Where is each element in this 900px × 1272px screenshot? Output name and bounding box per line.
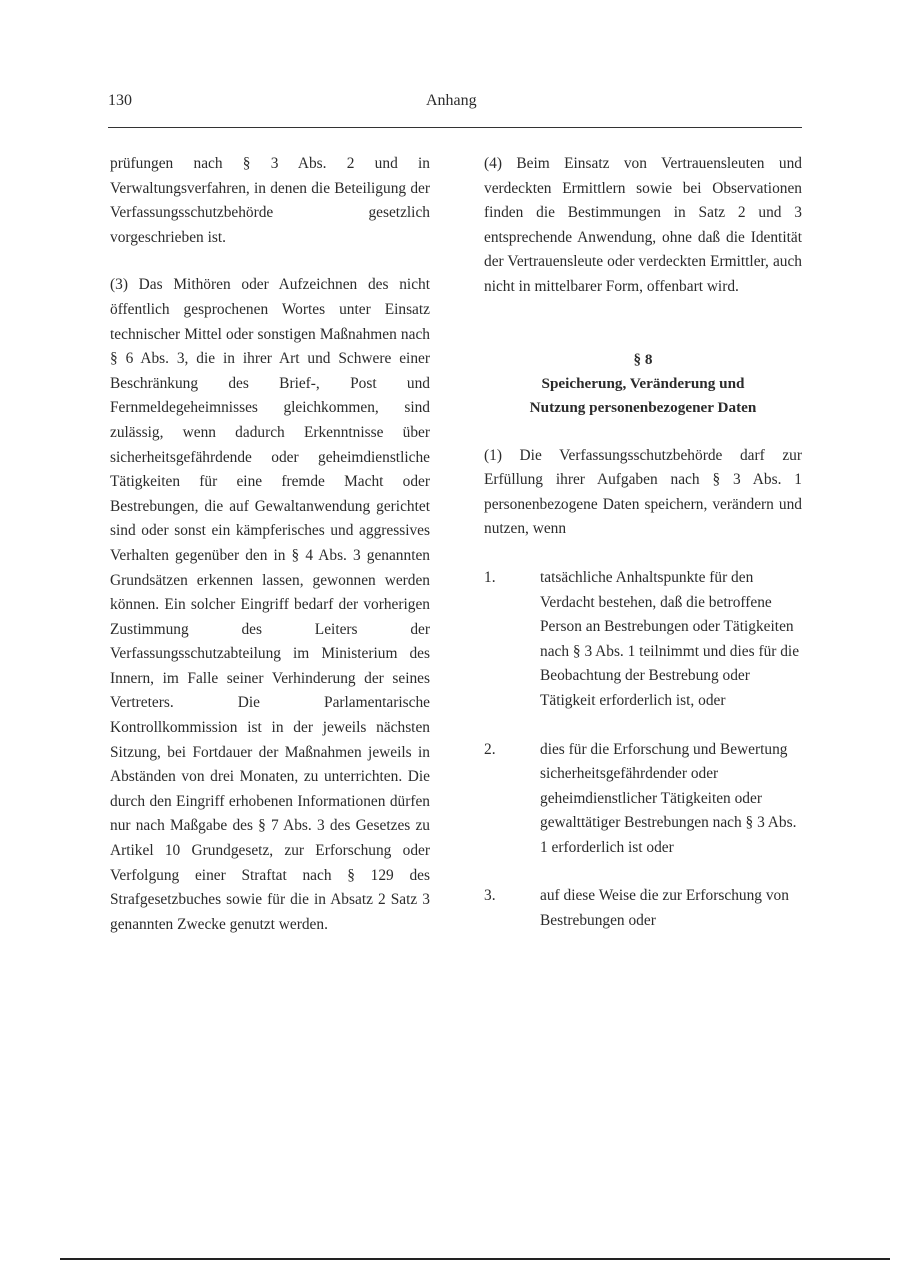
list-item-text: tatsächliche Anhaltspunkte für den Verdacht bestehen, daß die betroffene Person an Bestrebungen oder Tätigkeiten nach § 3 Abs. 1 teilnimmt und dies für die Beobachtung der Bestrebung oder Tätigkeit erforderlich ist, oder (540, 568, 800, 709)
paragraph-continued: prüfungen nach § 3 Abs. 2 und in Verwaltungsverfahren, in denen die Beteiligung der Verfassungsschutzbehörde gesetzlich vorgeschrieben ist. (110, 155, 430, 246)
bottom-scan-edge (60, 1258, 890, 1260)
list-item (484, 566, 802, 714)
running-title: Anhang (426, 92, 477, 109)
page-header (108, 92, 802, 114)
page-number: 130 (108, 92, 132, 109)
list-item-text: auf diese Weise die zur Erforschung von Bestrebungen oder (540, 887, 789, 930)
section-8-paragraph-1: (1) Die Verfassungsschutzbehörde darf zur Erfüllung ihrer Aufgaben nach § 3 Abs. 1 personenbezogene Daten speichern, verändern und nutzen, wenn (484, 446, 802, 538)
paragraph-4: (4) Beim Einsatz von Vertrauensleuten und verdeckten Ermittlern sowie bei Observationen finden die Bestimmungen in Satz 2 und 3 entsprechende Anwendung, ohne daß die Identität der Vertrauensleute oder verdeckten Ermittler, auch nicht in mittelbarer Form, offenbart wird. (484, 155, 802, 295)
list-item (484, 884, 802, 933)
list-item (484, 738, 802, 861)
right-column (484, 152, 802, 934)
section-title-line-2: Nutzung personenbezogener Daten (529, 398, 757, 416)
paragraph-3: (3) Das Mithören oder Aufzeichnen des nicht öffentlich gesprochenen Wortes unter Einsatz technischer Mittel oder sonstigen Maßnahmen nach § 6 Abs. 3, die in ihrer Art und Schwere einer Beschränkung des Brief-, Post und Fernmeldegeheimnisses gleichkommen, sind zulässig, wenn dadurch Erkenntnisse über sicherheitsgefährdende oder geheimdienstliche Tätigkeiten für eine fremde Macht oder Bestrebungen, die auf Gewaltanwendung gerichtet sind oder sonst ein kämpferisches und aggressives Verhalten gegenüber den in § 4 Abs. 3 genannten Grundsätzen erkennen lassen, gewonnen werden können. Ein solcher Eingriff bedarf der vorherigen Zustimmung des Leiters der Verfassungsschutzabteilung im Ministerium des Innern, im Falle seiner Verhinderung der seines Vertreters. Die Parlamentarische Kontrollkommission ist in der jeweils nächsten Sitzung, bei Fortdauer der Maßnahmen jeweils in Abständen von drei Monaten, zu unterrichten. Die durch den Eingriff erhobenen Informationen dürfen nur nach Maßgabe des § 7 Abs. 3 des Gesetzes zu Artikel 10 Grundgesetz, zur Erforschung oder Verfolgung einer Straftat nach § 129 des Strafgesetzbuches sowie für die in Absatz 2 Satz 3 genannten Zwecke genutzt werden. (110, 276, 430, 933)
left-column (110, 152, 430, 937)
header-rule (108, 127, 802, 128)
section-title-line-1: Speicherung, Veränderung und (541, 374, 745, 392)
section-heading (484, 348, 802, 420)
list-item-number: 1. (484, 568, 496, 586)
list-item-text: dies für die Erforschung und Bewertung sicherheitsgefährdender oder geheimdienstlicher Tätigkeiten oder gewalttätiger Bestrebungen nach § 3 Abs. 1 erforderlich ist oder (540, 740, 797, 856)
list-item-number: 2. (484, 740, 496, 758)
section-number: § 8 (633, 350, 653, 368)
list-item-number: 3. (484, 887, 496, 905)
numbered-list (484, 566, 802, 934)
